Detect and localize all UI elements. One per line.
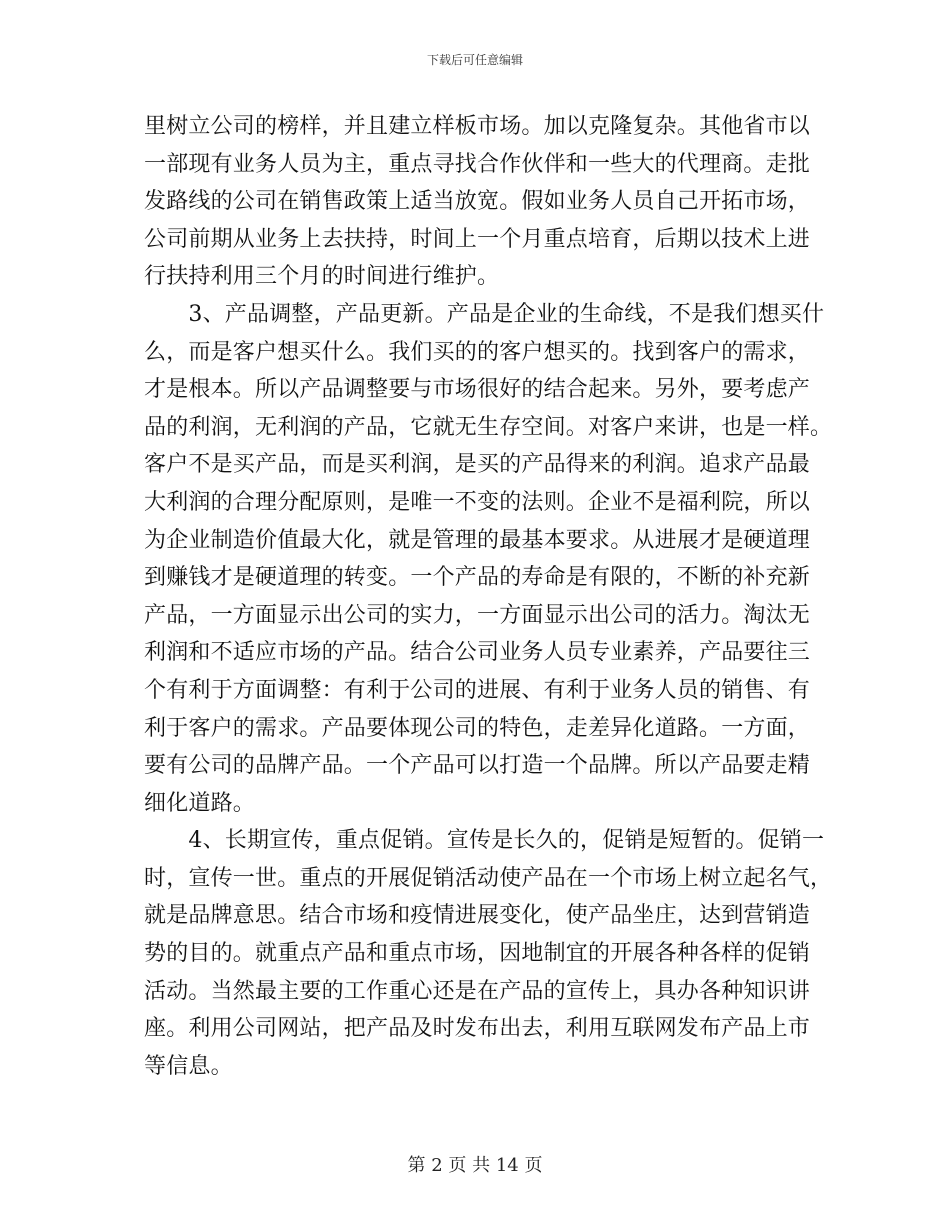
text-line: 么，而是客户想买什么。我们买的的客户想买的。找到客户的需求，	[144, 339, 811, 365]
text-line: 大利润的合理分配原则，是唯一不变的法则。企业不是福利院，所以	[144, 489, 811, 515]
text-line: 一部现有业务人员为主，重点寻找合作伙伴和一些大的代理商。走批	[144, 151, 811, 177]
text-line: 才是根本。所以产品调整要与市场很好的结合起来。另外，要考虑产	[144, 377, 811, 403]
text-line: 活动。当然最主要的工作重心还是在产品的宣传上，具办各种知识讲	[144, 978, 811, 1004]
text-line: 个有利于方面调整：有利于公司的进展、有利于业务人员的销售、有	[144, 677, 811, 703]
text-line: 细化道路。	[144, 790, 256, 816]
text-line: 利润和不适应市场的产品。结合公司业务人员专业素养，产品要往三	[144, 640, 811, 666]
text-line: 到赚钱才是硬道理的转变。一个产品的寿命是有限的，不断的补充新	[144, 565, 811, 591]
text-line: 势的目的。就重点产品和重点市场，因地制宜的开展各种各样的促销	[144, 941, 811, 967]
text-line: 等信息。	[144, 1053, 233, 1079]
text-line: 发路线的公司在销售政策上适当放宽。假如业务人员自己开拓市场，	[144, 189, 811, 215]
text-line: 时，宣传一世。重点的开展促销活动使产品在一个市场上树立起名气，	[144, 865, 833, 891]
text-line: 为企业制造价值最大化，就是管理的最基本要求。从进展才是硬道理	[144, 527, 811, 553]
text-line: 产品，一方面显示出公司的实力，一方面显示出公司的活力。淘汰无	[144, 602, 811, 628]
text-line: 里树立公司的榜样，并且建立样板市场。加以克隆复杂。其他省市以	[144, 114, 811, 139]
text-line: 利于客户的需求。产品要体现公司的特色，走差异化道路。一方面，	[144, 715, 811, 741]
text-line: 就是品牌意思。结合市场和疫情进展变化，使产品坐庄，达到营销造	[144, 903, 811, 929]
paragraph-3-start: 3、产品调整，产品更新。产品是企业的生命线，不是我们想买什	[144, 301, 825, 327]
page-number: 第 2 页 共 14 页	[407, 1155, 543, 1176]
body-text	[144, 108, 833, 1085]
text-line: 行扶持利用三个月的时间进行维护。	[144, 264, 500, 290]
text-line: 要有公司的品牌产品。一个产品可以打造一个品牌。所以产品要走精	[144, 753, 811, 779]
text-line: 客户不是买产品，而是买利润，是买的产品得来的利润。追求产品最	[144, 452, 811, 478]
page-header: 下载后可任意编辑	[426, 53, 523, 67]
text-line: 品的利润，无利润的产品，它就无生存空间。对客户来讲，也是一样。	[144, 414, 833, 440]
text-line: 公司前期从业务上去扶持，时间上一个月重点培育，后期以技术上进	[144, 226, 811, 252]
text-line: 座。利用公司网站，把产品及时发布出去，利用互联网发布产品上市	[144, 1016, 811, 1042]
paragraph-4-start: 4、长期宣传，重点促销。宣传是长久的，促销是短暂的。促销一	[144, 828, 825, 854]
